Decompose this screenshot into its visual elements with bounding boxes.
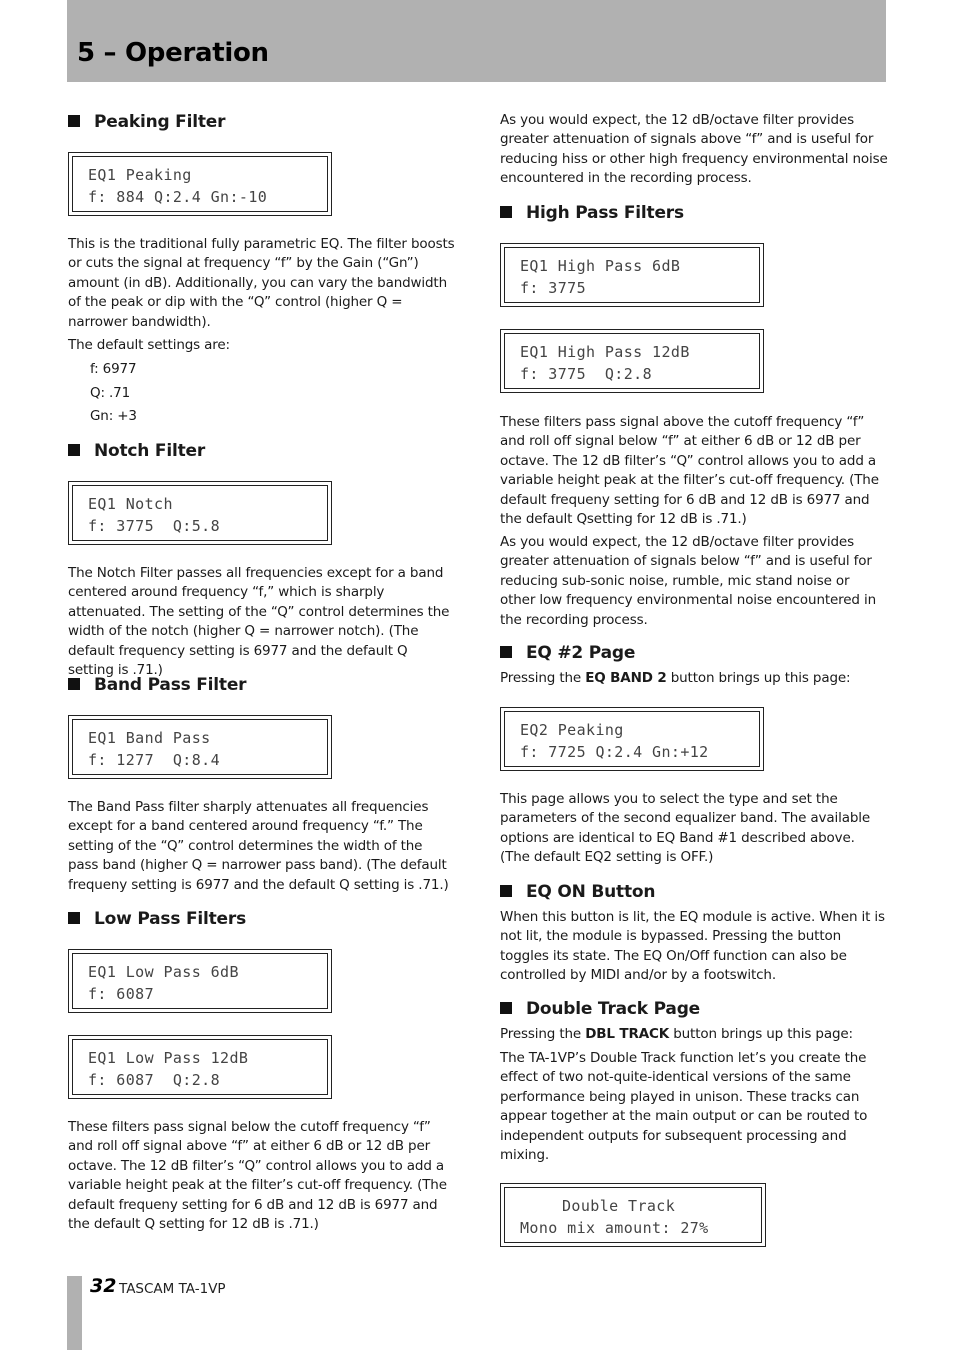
square-bullet-icon [68,678,80,690]
default-value: Q: .71 [90,385,131,401]
lcd-display-peaking [68,152,332,216]
chapter-header-bar [67,0,886,82]
button-name: DBL TRACK [585,1026,670,1042]
page-number: 32 [90,1275,117,1297]
lcd-line-2: f: 884 Q:2.4 Gn:-10 [88,188,268,206]
paragraph: As you would expect, the 12 dB/octave filter provides greater attenuation of signals below “f” and is useful for reducing sub-sonic noise, rumble, mic stand noise or other low frequency environmental noise encountered in the recording process. [500,534,876,628]
lcd-display-high-pass-12db [500,329,764,393]
paragraph: The TA-1VP’s Double Track function let’s you create the effect of two not-quite-identical versions of the same performance being played in unison. These tracks can appear together at the main output or can be routed to independent outputs for subsequent processing and mixing. [500,1050,868,1164]
lcd-display-band-pass [68,715,332,779]
section-heading-double-track: Double Track Page [500,998,700,1020]
footer-model-name: TASCAM TA-1VP [119,1281,226,1297]
paragraph: Pressing the EQ BAND 2 button brings up this page: [500,670,851,686]
lcd-line-2: f: 3775 Q:5.8 [88,517,221,535]
lcd-line-1: EQ1 High Pass 6dB [520,257,681,275]
paragraph: When this button is lit, the EQ module is active. When it is not lit, the module is bypassed. Pressing the button toggles its state. The EQ On/Off function can also be controlled by MIDI and/or by a footswitch. [500,909,885,984]
section-heading-peaking: Peaking Filter [68,111,225,133]
paragraph: Pressing the DBL TRACK button brings up this page: [500,1026,853,1042]
section-heading-notch: Notch Filter [68,440,205,462]
lcd-line-2: Mono mix amount: 27% [520,1219,709,1237]
lcd-line-1: EQ1 Notch [88,495,173,513]
lcd-line-1: Double Track [562,1197,676,1215]
paragraph: These filters pass signal above the cutoff frequency “f” and roll off signal below “f” at either 6 dB or 12 dB per octave. The 12 dB filter’s “Q” control allows you to add a variable height peak at the filter’s cut-off frequency. (The default frequeny setting for 6 dB and 12 dB is 6977 and the default Qsetting for 12 dB is .71.) [500,414,879,528]
lcd-display-low-pass-6db [68,949,332,1013]
lcd-line-1: EQ1 Peaking [88,166,192,184]
paragraph: The Band Pass filter sharply attenuates all frequencies except for a band centered around frequency “f.” The setting of the “Q” control determines the width of the pass band (higher Q = narrower pass band). (The default frequeny setting is 6977 and the default Q setting is .71.) [68,799,449,893]
lcd-line-2: f: 6087 [88,985,155,1003]
lcd-display-high-pass-6db [500,243,764,307]
default-value: Gn: +3 [90,408,137,424]
square-bullet-icon [500,206,512,218]
lcd-line-2: f: 1277 Q:8.4 [88,751,221,769]
section-heading-high-pass: High Pass Filters [500,202,684,224]
lcd-line-1: EQ2 Peaking [520,721,624,739]
paragraph: The default settings are: [68,337,230,353]
chapter-title: 5 – Operation [77,38,269,68]
section-heading-eq-on: EQ ON Button [500,881,655,903]
paragraph: The Notch Filter passes all frequencies except for a band centered around frequency “f,” which is sharply attenuated. The setting of the “Q” control determines the width of the notch (higher Q = narrower notch). (The default frequency setting is 6977 and the default Q setting is .71.) [68,565,450,679]
square-bullet-icon [68,444,80,456]
lcd-display-double-track [500,1183,766,1247]
lcd-line-2: f: 3775 [520,279,587,297]
button-name: EQ BAND 2 [585,670,667,686]
lcd-line-1: EQ1 High Pass 12dB [520,343,690,361]
square-bullet-icon [68,115,80,127]
paragraph: These filters pass signal below the cutoff frequency “f” and roll off signal above “f” at either 6 dB or 12 dB per octave. The 12 dB filter’s “Q” control allows you to add a variable height peak at the filter’s cut-off frequency. (The default frequeny setting for 6 dB and 12 dB is 6977 and the default Q setting for 12 dB is .71.) [68,1119,447,1233]
default-value: f: 6977 [90,361,137,377]
lcd-line-1: EQ1 Low Pass 6dB [88,963,239,981]
square-bullet-icon [500,885,512,897]
lcd-line-2: f: 6087 Q:2.8 [88,1071,221,1089]
paragraph: This page allows you to select the type and set the parameters of the second equalizer band. The available options are identical to EQ Band #1 described above. (The default EQ2 setting is OFF.) [500,791,871,866]
lcd-line-1: EQ1 Low Pass 12dB [88,1049,249,1067]
paragraph: As you would expect, the 12 dB/octave filter provides greater attenuation of signals above “f” and is useful for reducing hiss or other high frequency environmental noise encountered in the recording process. [500,112,888,187]
section-heading-eq2: EQ #2 Page [500,642,635,664]
section-heading-low-pass: Low Pass Filters [68,908,246,930]
lcd-line-2: f: 7725 Q:2.4 Gn:+12 [520,743,709,761]
lcd-line-1: EQ1 Band Pass [88,729,211,747]
lcd-display-notch [68,481,332,545]
square-bullet-icon [500,646,512,658]
footer-bar [67,1276,82,1350]
lcd-display-eq2 [500,707,764,771]
lcd-display-low-pass-12db [68,1035,332,1099]
square-bullet-icon [500,1002,512,1014]
lcd-line-2: f: 3775 Q:2.8 [520,365,653,383]
square-bullet-icon [68,912,80,924]
paragraph: This is the traditional fully parametric EQ. The filter boosts or cuts the signal at frequency “f” by the Gain (“Gn”) amount (in dB). Additionally, you can vary the bandwidth of the peak or dip with the “Q” control (higher Q = narrower bandwidth). [68,236,455,330]
section-heading-band-pass: Band Pass Filter [68,674,246,696]
